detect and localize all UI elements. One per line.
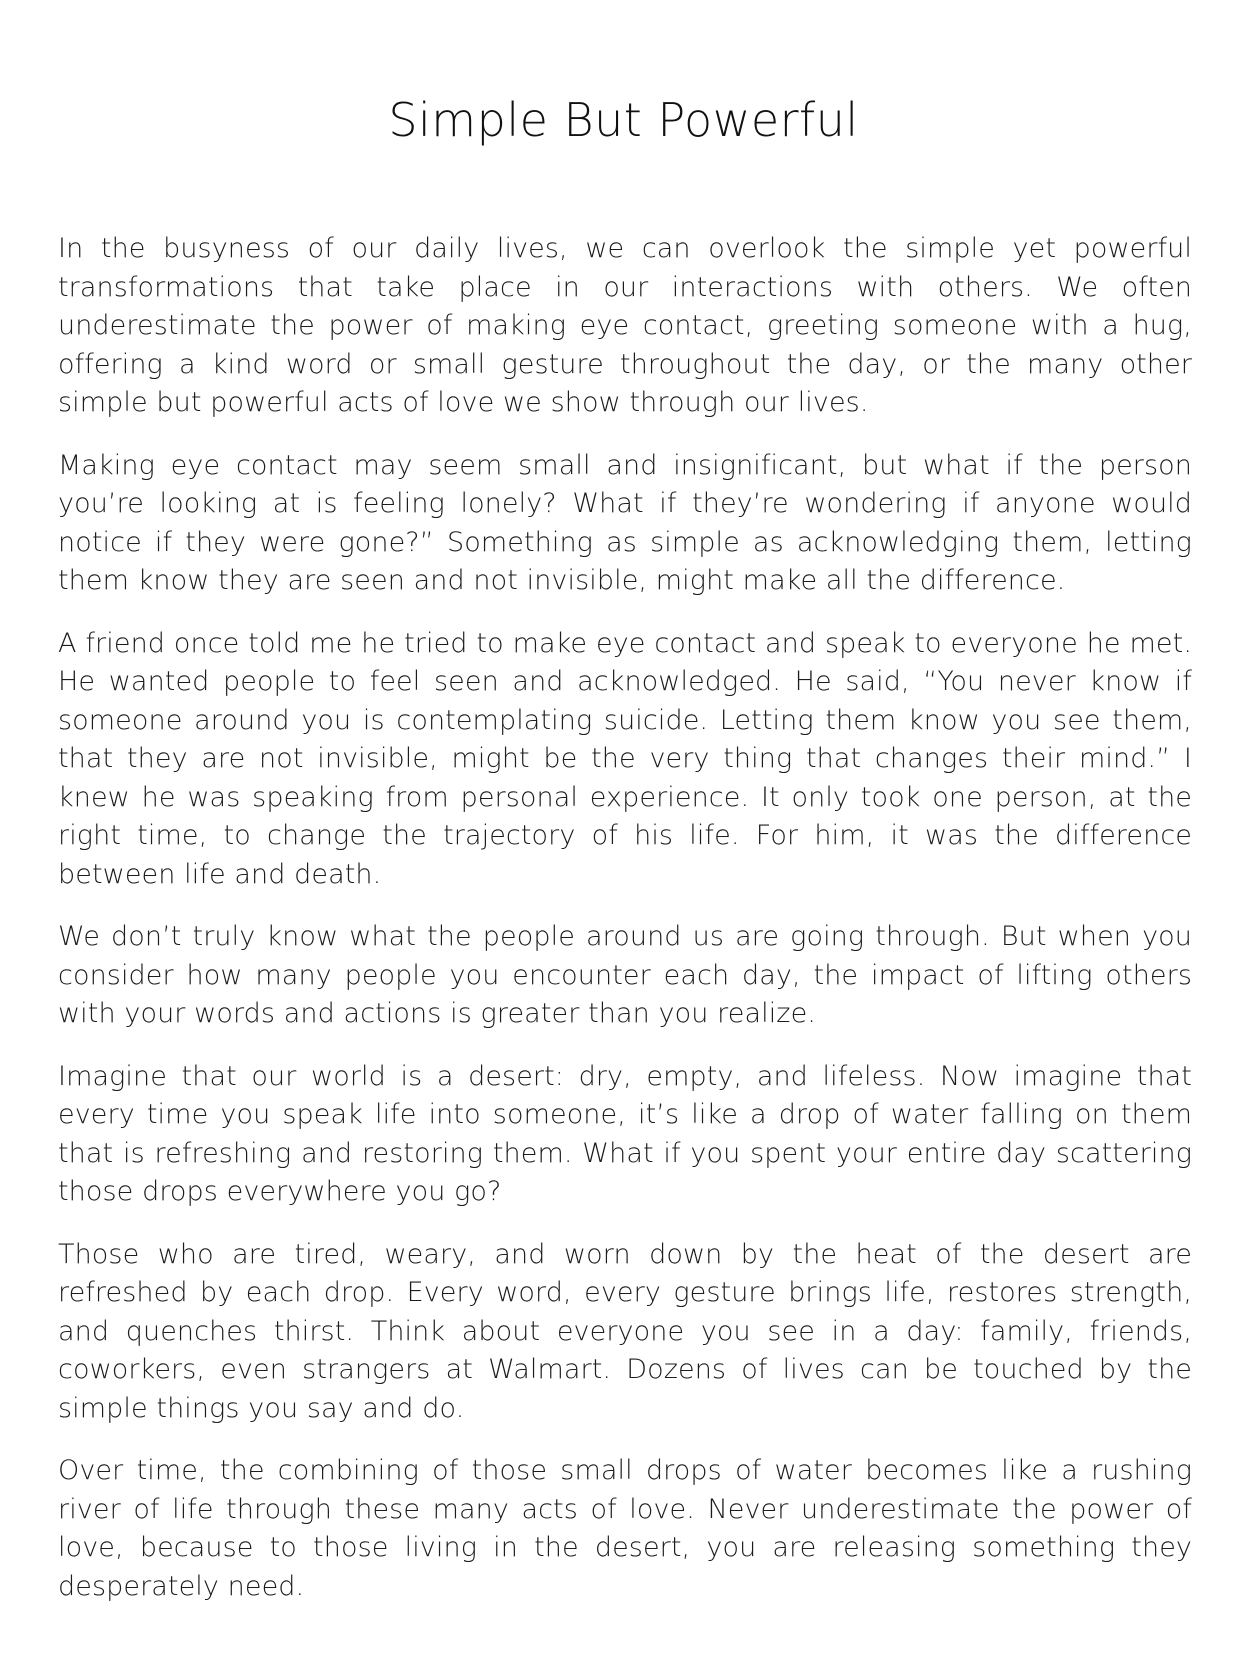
page-title: Simple But Powerful: [388, 93, 859, 147]
paragraph: A friend once told me he tried to make eye contact and speak to everyone he met. He wanted people to feel seen and acknowledged. He said, “You never know if someone around you is contemplating suicide. Letting them know you see them, that they are not invisible, might be the very thing that changes their mind.” I knew he was speaking from personal experience. It only took one person, at the right time, to change the trajectory of his life. For him, it was the difference between life and death.: [58, 627, 1192, 890]
paragraph: Those who are tired, weary, and worn down by the heat of the desert are refreshed by each drop. Every word, every gesture brings life, restores strength, and quenches thirst. Think about everyone you see in a day: family, friends, coworkers, even strangers at Walmart. Dozens of lives can be touched by the simple things you say and do.: [58, 1238, 1192, 1424]
paragraph: Over time, the combining of those small drops of water becomes like a rushing river of life through these many acts of love. Never underestimate the power of love, because to those living in the desert, you are releasing something they desperately need.: [58, 1455, 1192, 1602]
paragraph: In the busyness of our daily lives, we can overlook the simple yet powerful transformations that take place in our interactions with others. We often underestimate the power of making eye contact, greeting someone with a hug, offering a kind word or small gesture throughout the day, or the many other simple but powerful acts of love we show through our lives.: [58, 233, 1192, 418]
paragraph: Making eye contact may seem small and insignificant, but what if the person you’re looking at is feeling lonely? What if they’re wondering if anyone would notice if they were gone?” Something as simple as acknowledging them, letting them know they are seen and not invisible, might make all the difference.: [58, 449, 1192, 596]
paragraph: We don’t truly know what the people around us are going through. But when you consider how many people you encounter each day, the impact of lifting others with your words and actions is greater than you realize.: [58, 921, 1192, 1029]
article-body: [58, 230, 1192, 1630]
paragraph: Imagine that our world is a desert: dry, empty, and lifeless. Now imagine that every time you speak life into someone, it’s like a drop of water falling on them that is refreshing and restoring them. What if you spent your entire day scattering those drops everywhere you go?: [58, 1060, 1192, 1207]
